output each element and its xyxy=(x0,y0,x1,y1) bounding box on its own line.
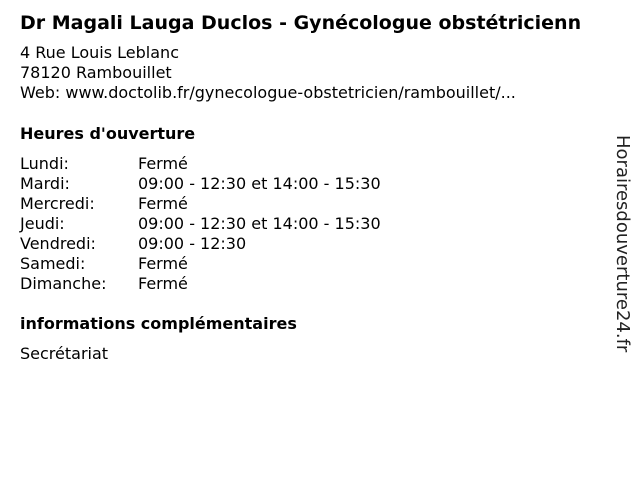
hours-value: 09:00 - 12:30 xyxy=(138,234,247,253)
hours-value: Fermé xyxy=(138,254,188,273)
hours-row-dimanche xyxy=(20,274,381,294)
hours-value: Fermé xyxy=(138,274,188,293)
day-label: Jeudi: xyxy=(20,214,65,233)
business-name: Dr Magali Lauga Duclos - Gynécologue obstétricienn xyxy=(20,12,582,34)
hours-row-mardi xyxy=(20,174,381,194)
hours-value: 09:00 - 12:30 et 14:00 - 15:30 xyxy=(138,214,381,233)
opening-hours-heading: Heures d'ouverture xyxy=(20,124,196,143)
opening-hours-table xyxy=(20,154,381,294)
hours-row-lundi xyxy=(20,154,381,174)
address-city: 78120 Rambouillet xyxy=(20,63,172,82)
hours-value: Fermé xyxy=(138,194,188,213)
address-street: 4 Rue Louis Leblanc xyxy=(20,43,179,62)
hours-value: 09:00 - 12:30 et 14:00 - 15:30 xyxy=(138,174,381,193)
day-label: Vendredi: xyxy=(20,234,96,253)
hours-row-samedi xyxy=(20,254,381,274)
day-label: Dimanche: xyxy=(20,274,107,293)
hours-row-jeudi xyxy=(20,214,381,234)
site-watermark: Horairesdouverture24.fr xyxy=(612,135,633,353)
hours-row-vendredi xyxy=(20,234,381,254)
website-link[interactable]: Web: www.doctolib.fr/gynecologue-obstetricien/rambouillet/... xyxy=(20,83,516,102)
hours-value: Fermé xyxy=(138,154,188,173)
additional-info-heading: informations complémentaires xyxy=(20,314,297,333)
additional-info-text: Secrétariat xyxy=(20,344,109,363)
day-label: Mardi: xyxy=(20,174,70,193)
day-label: Mercredi: xyxy=(20,194,95,213)
day-label: Samedi: xyxy=(20,254,86,273)
address-block xyxy=(20,43,516,103)
hours-row-mercredi xyxy=(20,194,381,214)
day-label: Lundi: xyxy=(20,154,69,173)
